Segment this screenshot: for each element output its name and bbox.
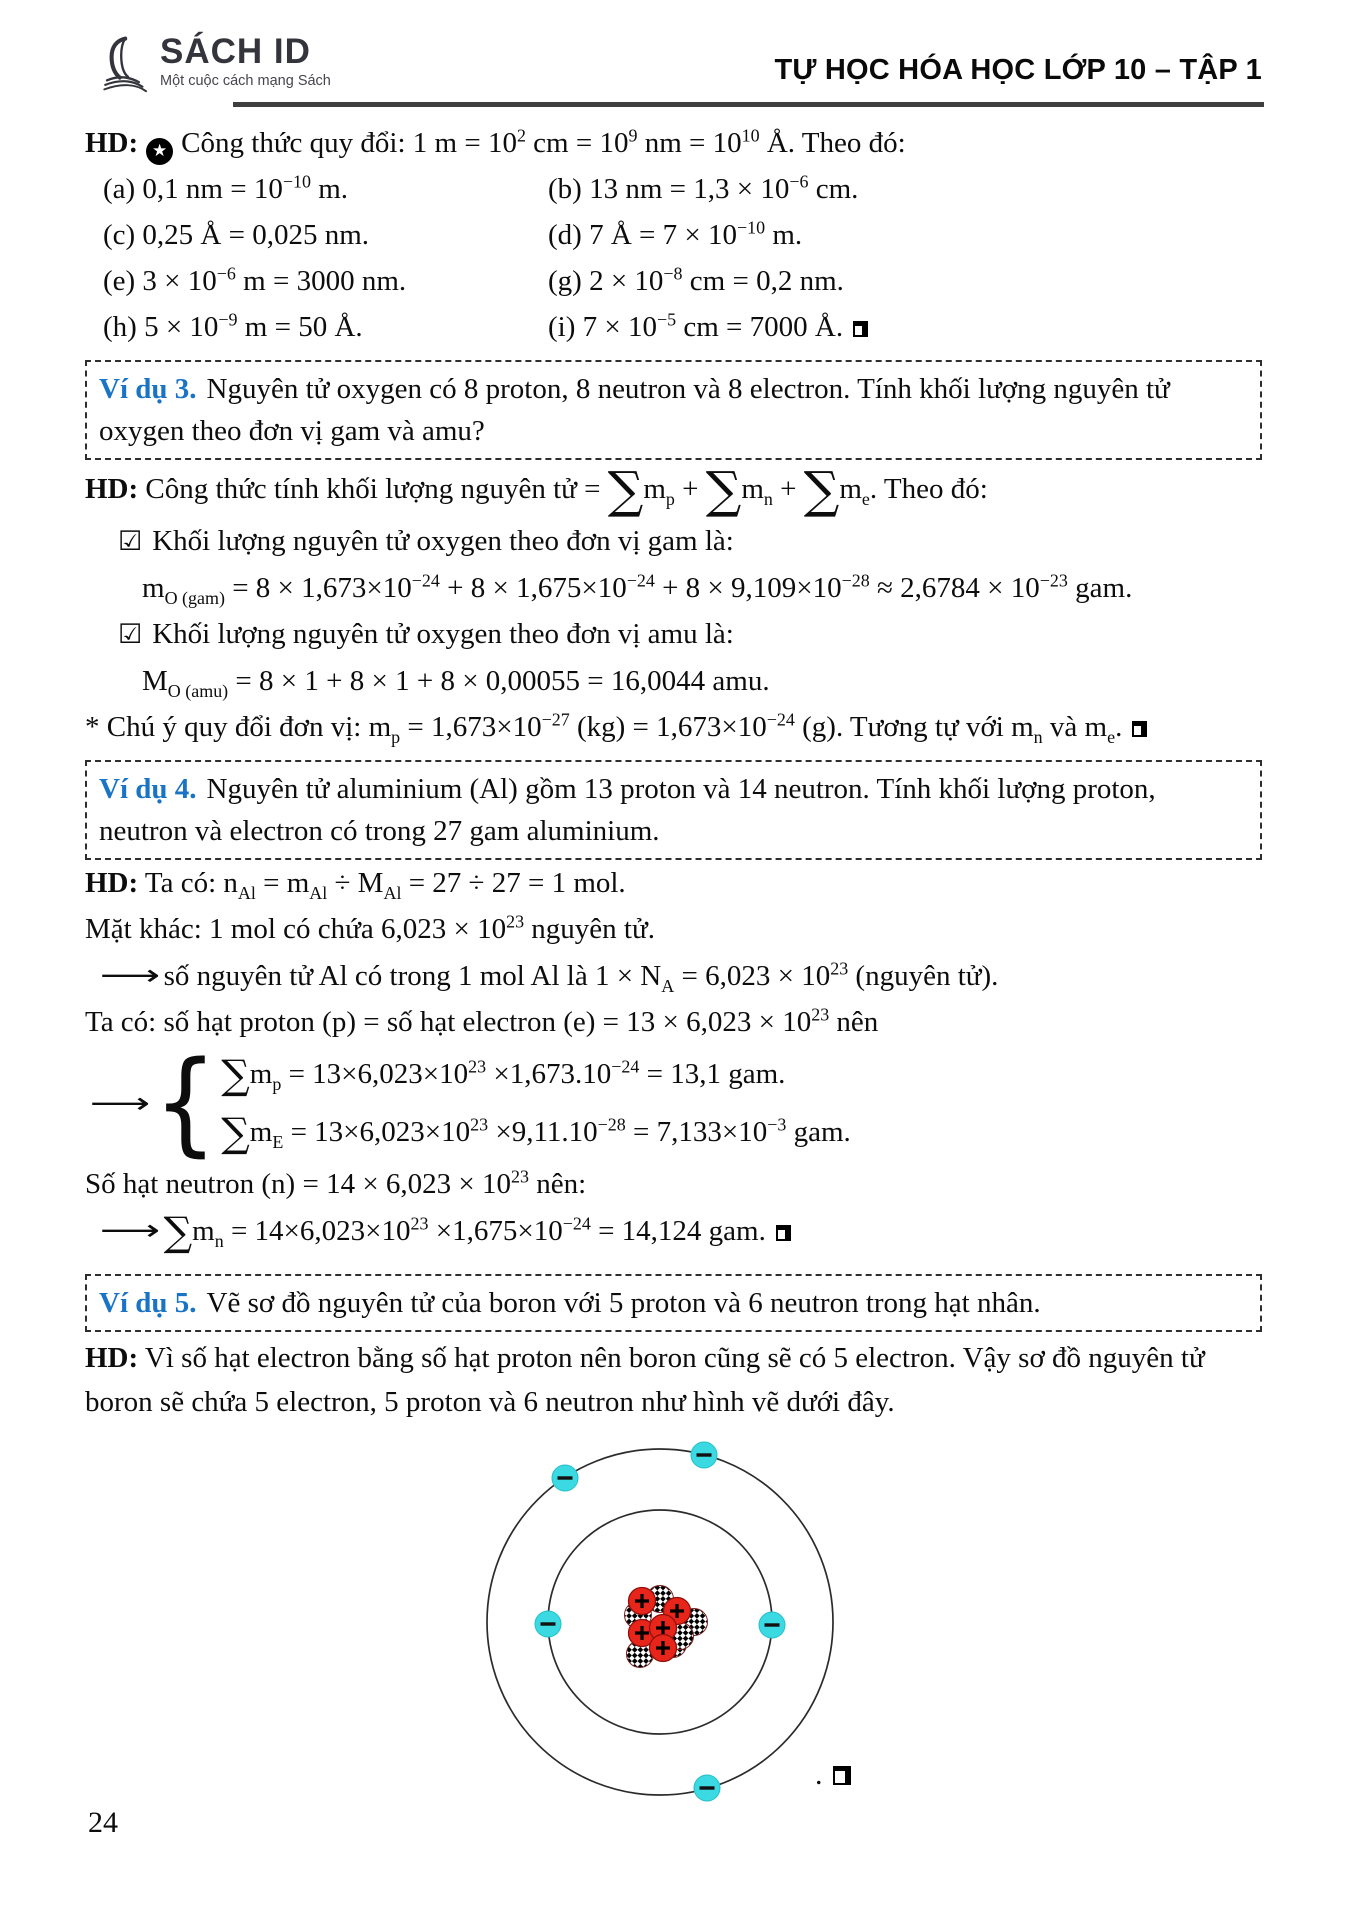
header-divider: [233, 102, 1264, 107]
end-of-solution-icon: [833, 1766, 851, 1785]
left-brace: {: [153, 1036, 218, 1168]
end-of-solution-icon: [853, 321, 868, 337]
logo-name: SÁCH ID: [160, 32, 311, 71]
page-body: [0, 120, 1352, 1824]
figure-end-mark: .: [815, 1758, 851, 1792]
long-arrow-icon: ⟶: [90, 1086, 151, 1120]
conversion-item-h: (h) $5 \times 10^{-9}$ m = 50 Å.: [103, 309, 363, 343]
solution-4-line-4: Ta có: số hạt proton (p) = số hạt electron $(e) = 13 \times 6,023 \times 10^{23}$ nên: [85, 1004, 879, 1038]
conversion-intro: Công thức quy đổi: 1 $m = 10^2$ cm = $10^9$ nm = $10^{10}$ Å. Theo đó:: [181, 125, 906, 159]
solution-3-intro: HD: Công thức tính khối lượng nguyên tử = $\sum m_p + \sum m_n + \sum m_e$. Theo đó:: [85, 460, 988, 519]
solution-4-equation-system: [90, 1036, 1262, 1168]
example-5-label: Ví dụ 5.: [99, 1287, 197, 1319]
running-head-title: TỰ HỌC HÓA HỌC LỚP 10 – TẬP 1: [774, 54, 1262, 86]
solution-4-line-2: Mặt khác: 1 mol có chứa $6,023 \times 10^{23}$ nguyên tử.: [85, 911, 655, 945]
solution-3-bullet-1: ☑ Khối lượng nguyên tử oxygen theo đơn vị gam là:: [118, 525, 734, 557]
conversion-heading: [85, 120, 1262, 166]
solution-3-note: * Chú ý quy đổi đơn vị: $m_p = 1,673\times 10^{-27}$ $(kg) = 1,673\times 10^{-24}$ (g). Tương tự với $m_n$ và $m_e$.: [85, 704, 1262, 750]
atom-diagram-svg: [465, 1432, 865, 1824]
solution-4-line-3: ⟶ số nguyên tử Al có trong 1 mol Al là $1 \times N_A = 6,023 \times 10^{23}$ (nguyên tử).: [85, 952, 1262, 999]
star-icon: ★: [146, 138, 173, 165]
conversion-item-g: (g) $2 \times 10^{-8}$ cm = 0,2 nm.: [548, 263, 844, 297]
long-arrow-icon: ⟶: [100, 1213, 161, 1247]
conversion-item-i: (i) $7 \times 10^{-5}$ cm = 7000 Å.: [548, 304, 1262, 350]
example-4-box: [85, 760, 1262, 860]
conversion-item-d: (d) 7 Å = $7 \times 10^{-10}$ m.: [548, 217, 803, 251]
solution-3-formula-amu: $M_{O (amu)} = 8 \times 1 + 8 \times 1 + 8 \times 0,00055 = 16,0044$ amu.: [142, 665, 770, 701]
conversion-item-a: (a) 0,1 nm = $10^{-10}$ m.: [103, 171, 349, 205]
solution-4-line-1: HD: Ta có: $n_{Al} = m_{Al} \div M_{Al} = 27 \div 27 = 1$ mol.: [85, 867, 626, 903]
logo-tagline: Một cuộc cách mạng Sách: [160, 73, 331, 89]
checkbox-icon: ☑: [118, 526, 143, 557]
example-5-text: Vẽ sơ đồ nguyên tử của boron với 5 proton và 6 neutron trong hạt nhân.: [206, 1287, 1041, 1319]
example-4-label: Ví dụ 4.: [99, 773, 197, 805]
example-3-label: Ví dụ 3.: [99, 373, 197, 405]
boron-atom-figure: [465, 1432, 865, 1824]
checkbox-icon: ☑: [118, 619, 143, 650]
page-header: [0, 0, 1352, 120]
conversion-item-b: (b) 13 nm = $1,3 \times 10^{-6}$ cm.: [548, 171, 859, 205]
logo-text-block: [160, 32, 331, 89]
book-icon: [98, 32, 156, 96]
conversion-item-e: (e) $3 \times 10^{-6}$ m = 3000 nm.: [103, 263, 407, 297]
hd-label: HD:: [85, 473, 139, 505]
end-of-solution-icon: [1132, 721, 1147, 737]
solution-4-line-5: Số hạt neutron $(n) = 14 \times 6,023 \times 10^{23}$ nên:: [85, 1166, 587, 1200]
hd-label: HD:: [85, 127, 139, 159]
example-3-text: Nguyên tử oxygen có 8 proton, 8 neutron và 8 electron. Tính khối lượng nguyên tử oxygen theo đơn vị gam và amu?: [99, 373, 1170, 447]
solution-3-formula-gam: $m_{O (gam)} = 8 \times 1,673\times 10^{-24} + 8 \times 1,675\times 10^{-24} + 8 \times 9,109\times 10^{-28} \approx 2,6784 \times 10^{-23}$ gam.: [142, 570, 1133, 608]
solution-3-bullet-2: ☑ Khối lượng nguyên tử oxygen theo đơn vị amu là:: [118, 618, 734, 650]
solution-4-line-6: $⟶\sum m_n = 14\times 6,023\times 10^{23} \times 1,675\times 10^{-24} = 14,124$ gam.: [85, 1207, 1262, 1254]
sach-id-logo: [98, 32, 331, 96]
hd-label: HD:: [85, 1342, 139, 1374]
long-arrow-icon: ⟶: [100, 958, 161, 992]
example-3-box: [85, 360, 1262, 460]
hd-label: HD:: [85, 867, 139, 899]
solution-5-text: HD: Vì số hạt electron bằng số hạt proton nên boron cũng sẽ có 5 electron. Vậy sơ đồ nguyên tử boron sẽ chứa 5 electron, 5 proton và 6 neutron như hình vẽ dưới đây.: [85, 1342, 1205, 1418]
system-line-electrons: $\sum m_E = 13\times 6,023\times 10^{23} \times 9,11.10^{-28} = 7,133\times 10^{-3}$ gam.: [221, 1110, 851, 1157]
conversion-item-c: (c) 0,25 Å = 0,025 nm.: [103, 219, 370, 251]
system-lines: [221, 1049, 851, 1157]
example-4-text: Nguyên tử aluminium (Al) gồm 13 proton và 14 neutron. Tính khối lượng proton, neutron và electron có trong 27 gam aluminium.: [99, 773, 1156, 847]
conversion-list: [85, 166, 1262, 350]
example-5-box: [85, 1274, 1262, 1332]
page-number: 24: [88, 1806, 118, 1839]
system-line-protons: $\sum m_p = 13\times 6,023\times 10^{23} \times 1,673.10^{-24} = 13,1$ gam.: [221, 1052, 786, 1099]
end-of-solution-icon: [776, 1225, 791, 1241]
